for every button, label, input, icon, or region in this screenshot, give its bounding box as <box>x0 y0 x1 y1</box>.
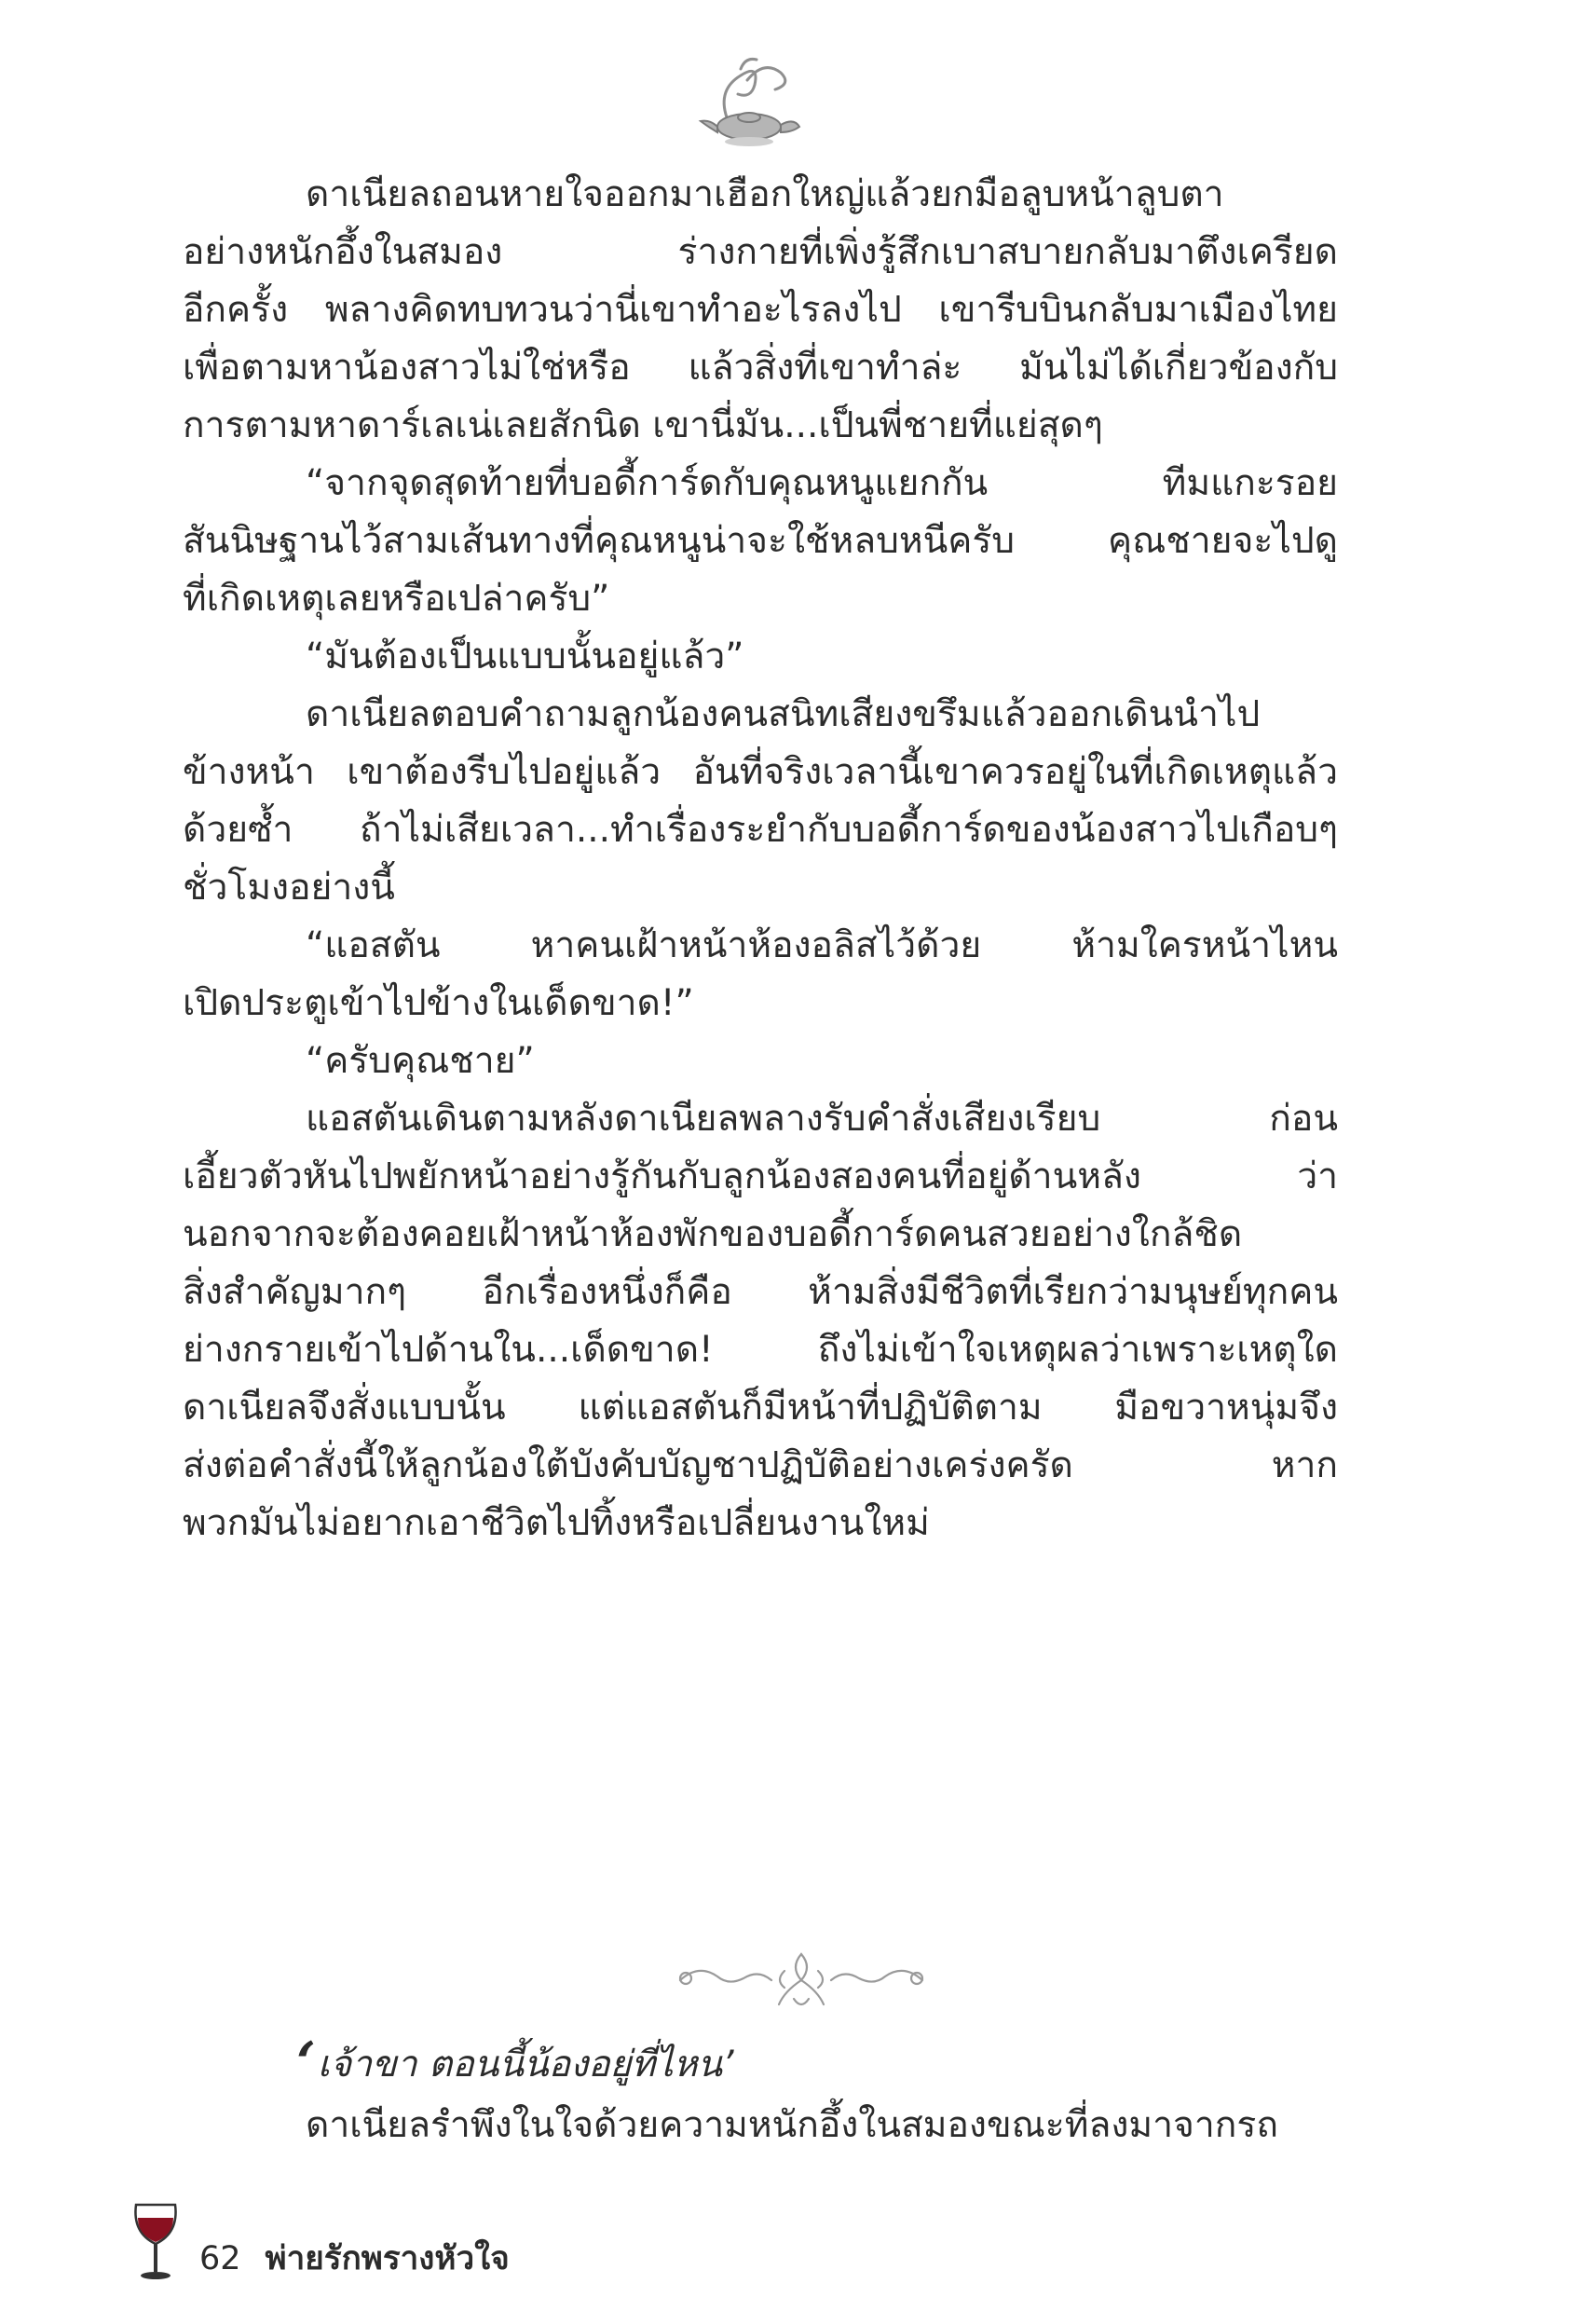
text-line: ดาเนียลตอบคำถามลูกน้องคนสนิทเสียงขรึมแล้วออกเดินนำไป <box>306 693 1261 735</box>
paragraph <box>183 686 1338 917</box>
text-line: “แอสตัน หาคนเฝ้าหน้าห้องอลิสไว้ด้วย ห้ามใครหน้าไหน <box>306 924 1338 966</box>
paragraph <box>183 2097 1338 2154</box>
text-line: สันนิษฐานไว้สามเส้นทางที่คุณหนูน่าจะใช้หลบหนีครับ คุณชายจะไปดู <box>183 520 1338 562</box>
paragraph <box>183 166 1338 455</box>
text-line: เพื่อตามหาน้องสาวไม่ใช่หรือ แล้วสิ่งที่เขาทำล่ะ มันไม่ได้เกี่ยวข้องกับ <box>183 347 1338 389</box>
page-number: 62 <box>199 2240 241 2277</box>
text-line: ชั่วโมงอย่างนี้ <box>183 867 395 909</box>
text-line: ด้วยซ้ำ ถ้าไม่เสียเวลา...ทำเรื่องระยำกับบอดี้การ์ดของน้องสาวไปเกือบๆ <box>183 809 1338 851</box>
paragraph <box>183 1090 1338 1552</box>
italic-thought-line <box>296 2031 734 2096</box>
text-line: ดาเนียลรำพึงในใจด้วยความหนักอึ้งในสมองขณะที่ลงมาจากรถ <box>306 2104 1278 2146</box>
floral-divider-icon <box>662 1943 941 2017</box>
italic-thought-text: เจ้าขา ตอนนี้น้องอยู่ที่ไหน’ <box>317 2044 734 2085</box>
text-line: เอี้ยวตัวหันไปพยักหน้าอย่างรู้กันกับลูกน้องสองคนที่อยู่ด้านหลัง ว่า <box>183 1156 1338 1197</box>
body-text <box>183 166 1338 1552</box>
text-line: “มันต้องเป็นแบบนั้นอยู่แล้ว” <box>306 636 744 677</box>
text-line: แอสตันเดินตามหลังดาเนียลพลางรับคำสั่งเสียงเรียบ ก่อน <box>306 1098 1338 1140</box>
text-line: ข้างหน้า เขาต้องรีบไปอยู่แล้ว อันที่จริงเวลานี้เขาควรอยู่ในที่เกิดเหตุแล้ว <box>183 751 1338 793</box>
page-footer <box>129 2199 510 2283</box>
teapot-ornament-icon <box>689 52 811 155</box>
text-line: “ครับคุณชาย” <box>306 1040 535 1082</box>
text-line: เปิดประตูเข้าไปข้างในเด็ดขาด!” <box>183 982 694 1024</box>
text-line: ที่เกิดเหตุเลยหรือเปล่าครับ” <box>183 578 610 620</box>
text-line: สิ่งสำคัญมากๆ อีกเรื่องหนึ่งก็คือ ห้ามสิ่งมีชีวิตที่เรียกว่ามนุษย์ทุกคน <box>183 1271 1338 1313</box>
text-line: นอกจากจะต้องคอยเฝ้าหน้าห้องพักของบอดี้การ์ดคนสวยอย่างใกล้ชิด <box>183 1213 1243 1255</box>
text-line: พวกมันไม่อยากเอาชีวิตไปทิ้งหรือเปลี่ยนงานใหม่ <box>183 1502 930 1544</box>
text-line: ส่งต่อคำสั่งนี้ให้ลูกน้องใต้บังคับบัญชาปฏิบัติอย่างเคร่งครัด หาก <box>183 1444 1338 1486</box>
text-line: อย่างหนักอึ้งในสมอง ร่างกายที่เพิ่งรู้สึกเบาสบายกลับมาตึงเครียด <box>183 231 1338 273</box>
opening-quote-mark: ‘ <box>296 2031 316 2096</box>
text-line: อีกครั้ง พลางคิดทบทวนว่านี่เขาทำอะไรลงไป เขารีบบินกลับมาเมืองไทย <box>183 289 1338 331</box>
paragraph <box>183 917 1338 1032</box>
text-line: ดาเนียลจึงสั่งแบบนั้น แต่แอสตันก็มีหน้าที่ปฏิบัติตาม มือขวาหนุ่มจึง <box>183 1387 1338 1429</box>
book-title: พ่ายรักพรางหัวใจ <box>265 2240 510 2277</box>
paragraph <box>183 1032 1338 1090</box>
paragraph <box>183 628 1338 686</box>
text-line: “จากจุดสุดท้ายที่บอดี้การ์ดกับคุณหนูแยกกัน ทีมแกะรอย <box>306 462 1338 504</box>
text-line: ย่างกรายเข้าไปด้านใน...เด็ดขาด! ถึงไม่เข้าใจเหตุผลว่าเพราะเหตุใด <box>183 1329 1338 1371</box>
wine-glass-icon <box>129 2201 183 2283</box>
text-line: การตามหาดาร์เลเน่เลยสักนิด เขานี่มัน...เป็นพี่ชายที่แย่สุดๆ <box>183 404 1103 446</box>
paragraph <box>183 455 1338 628</box>
text-line: ดาเนียลถอนหายใจออกมาเฮือกใหญ่แล้วยกมือลูบหน้าลูบตา <box>306 173 1224 215</box>
